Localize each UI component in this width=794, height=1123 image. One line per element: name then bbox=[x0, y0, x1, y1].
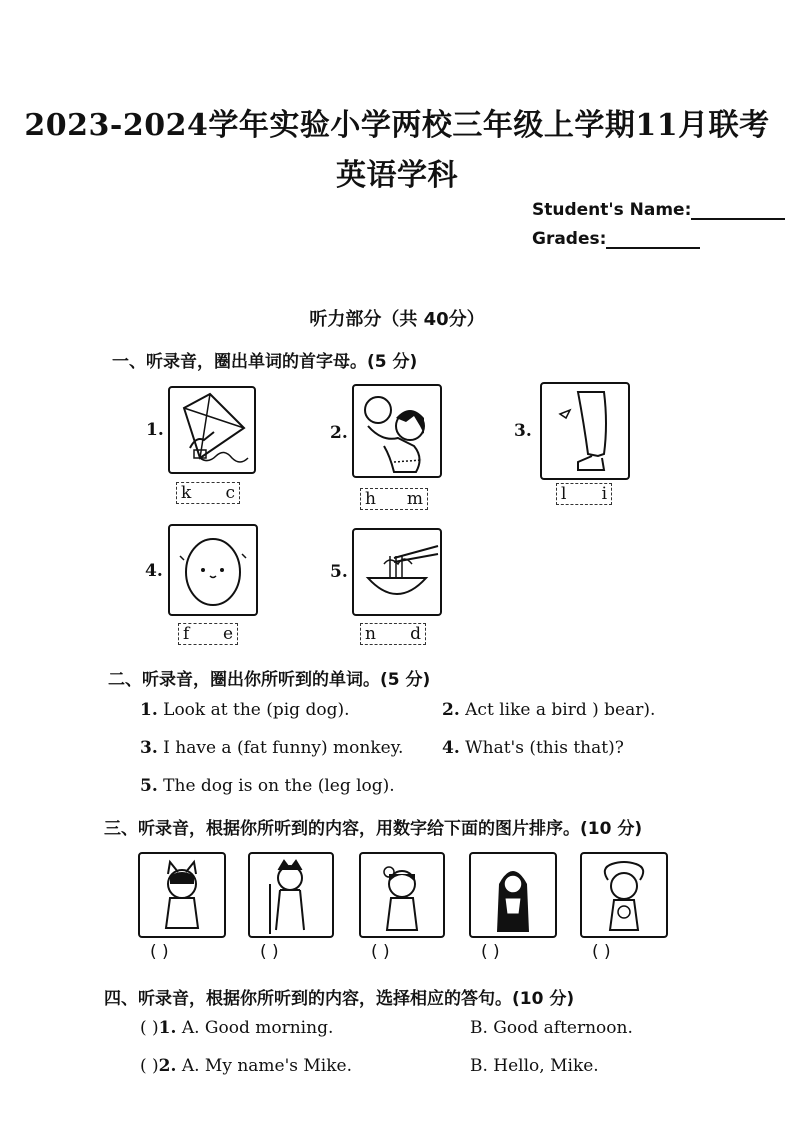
question-2-3: 3. I have a (fat funny) monkey. bbox=[140, 738, 404, 758]
grades-blank[interactable] bbox=[606, 229, 700, 249]
question-text: I have a (fat funny) monkey. bbox=[163, 738, 404, 758]
section-3-title: 三、听录音，根据你所听到的内容，用数字给下面的图片排序。(10 分) bbox=[104, 819, 643, 839]
grades-field bbox=[532, 229, 700, 249]
exam-title: 2023-2024学年实验小学两校三年级上学期11月联考 bbox=[24, 108, 770, 143]
question-text: What's (this that)? bbox=[465, 738, 624, 758]
girl-elephant-costume-icon bbox=[580, 852, 668, 938]
student-name-blank[interactable] bbox=[691, 200, 785, 220]
section-1-title: 一、听录音，圈出单词的首字母。(5 分) bbox=[112, 352, 418, 372]
section-2-title: 二、听录音，圈出你所听到的单词。(5 分) bbox=[108, 670, 431, 690]
letter-option[interactable]: l bbox=[561, 484, 567, 504]
item-3-number: 3. bbox=[514, 421, 532, 441]
letter-option[interactable]: n bbox=[365, 624, 376, 644]
letter-option[interactable]: h bbox=[365, 489, 376, 509]
item-5-number: 5. bbox=[330, 562, 348, 582]
question-2-1: 1. Look at the (pig dog). bbox=[140, 700, 350, 720]
hug-baby-icon bbox=[352, 384, 442, 478]
girl-bird-costume-icon bbox=[359, 852, 445, 938]
question-text: The dog is on the (leg log). bbox=[163, 776, 395, 796]
letter-option[interactable]: m bbox=[406, 489, 423, 509]
item-2-letters bbox=[360, 488, 428, 510]
answer-paren[interactable]: ( ) bbox=[140, 1018, 159, 1038]
item-3-letters bbox=[556, 483, 612, 505]
order-answer-2[interactable]: ( ) bbox=[260, 942, 279, 962]
question-4-2: ( )2. A. My name's Mike. bbox=[140, 1056, 353, 1076]
order-answer-1[interactable]: ( ) bbox=[150, 942, 169, 962]
answer-paren[interactable]: ( ) bbox=[140, 1056, 159, 1076]
student-name-field bbox=[532, 200, 785, 220]
question-text: Act like a bird ) bear). bbox=[465, 700, 656, 720]
order-answer-3[interactable]: ( ) bbox=[371, 942, 390, 962]
item-1-number: 1. bbox=[146, 420, 164, 440]
question-4-1: ( )1. A. Good morning. bbox=[140, 1018, 334, 1038]
item-1-letters bbox=[176, 482, 240, 504]
question-4-2-option-b: B. Hello, Mike. bbox=[470, 1056, 599, 1076]
letter-option[interactable]: e bbox=[222, 624, 233, 644]
item-4-number: 4. bbox=[145, 561, 163, 581]
order-answer-4[interactable]: ( ) bbox=[481, 942, 500, 962]
child-dark-costume-icon bbox=[469, 852, 557, 938]
subject-title: 英语学科 bbox=[336, 158, 458, 193]
student-name-label: Student's Name: bbox=[532, 200, 692, 220]
part-title: 听力部分（共 40分） bbox=[309, 309, 485, 330]
option-a: A. My name's Mike. bbox=[181, 1056, 353, 1076]
letter-option[interactable]: i bbox=[601, 484, 607, 504]
girl-cat-costume-icon bbox=[138, 852, 226, 938]
letter-option[interactable]: k bbox=[181, 483, 192, 503]
question-2-5: 5. The dog is on the (leg log). bbox=[140, 776, 395, 796]
question-2-2: 2. Act like a bird ) bear). bbox=[442, 700, 656, 720]
egg-face-icon bbox=[168, 524, 258, 616]
letter-option[interactable]: f bbox=[183, 624, 190, 644]
noodles-icon bbox=[352, 528, 442, 616]
grades-label: Grades: bbox=[532, 229, 607, 249]
letter-option[interactable]: d bbox=[410, 624, 421, 644]
question-4-1-option-b: B. Good afternoon. bbox=[470, 1018, 633, 1038]
option-a: A. Good morning. bbox=[181, 1018, 334, 1038]
question-text: Look at the (pig dog). bbox=[163, 700, 350, 720]
leg-icon bbox=[540, 382, 630, 480]
order-answer-5[interactable]: ( ) bbox=[592, 942, 611, 962]
letter-option[interactable]: c bbox=[225, 483, 235, 503]
item-5-letters bbox=[360, 623, 426, 645]
section-4-title: 四、听录音，根据你所听到的内容，选择相应的答句。(10 分) bbox=[104, 989, 575, 1009]
question-2-4: 4. What's (this that)? bbox=[442, 738, 624, 758]
item-4-letters bbox=[178, 623, 238, 645]
item-2-number: 2. bbox=[330, 423, 348, 443]
boy-monkey-costume-icon bbox=[248, 852, 334, 938]
kite-icon bbox=[168, 386, 256, 474]
